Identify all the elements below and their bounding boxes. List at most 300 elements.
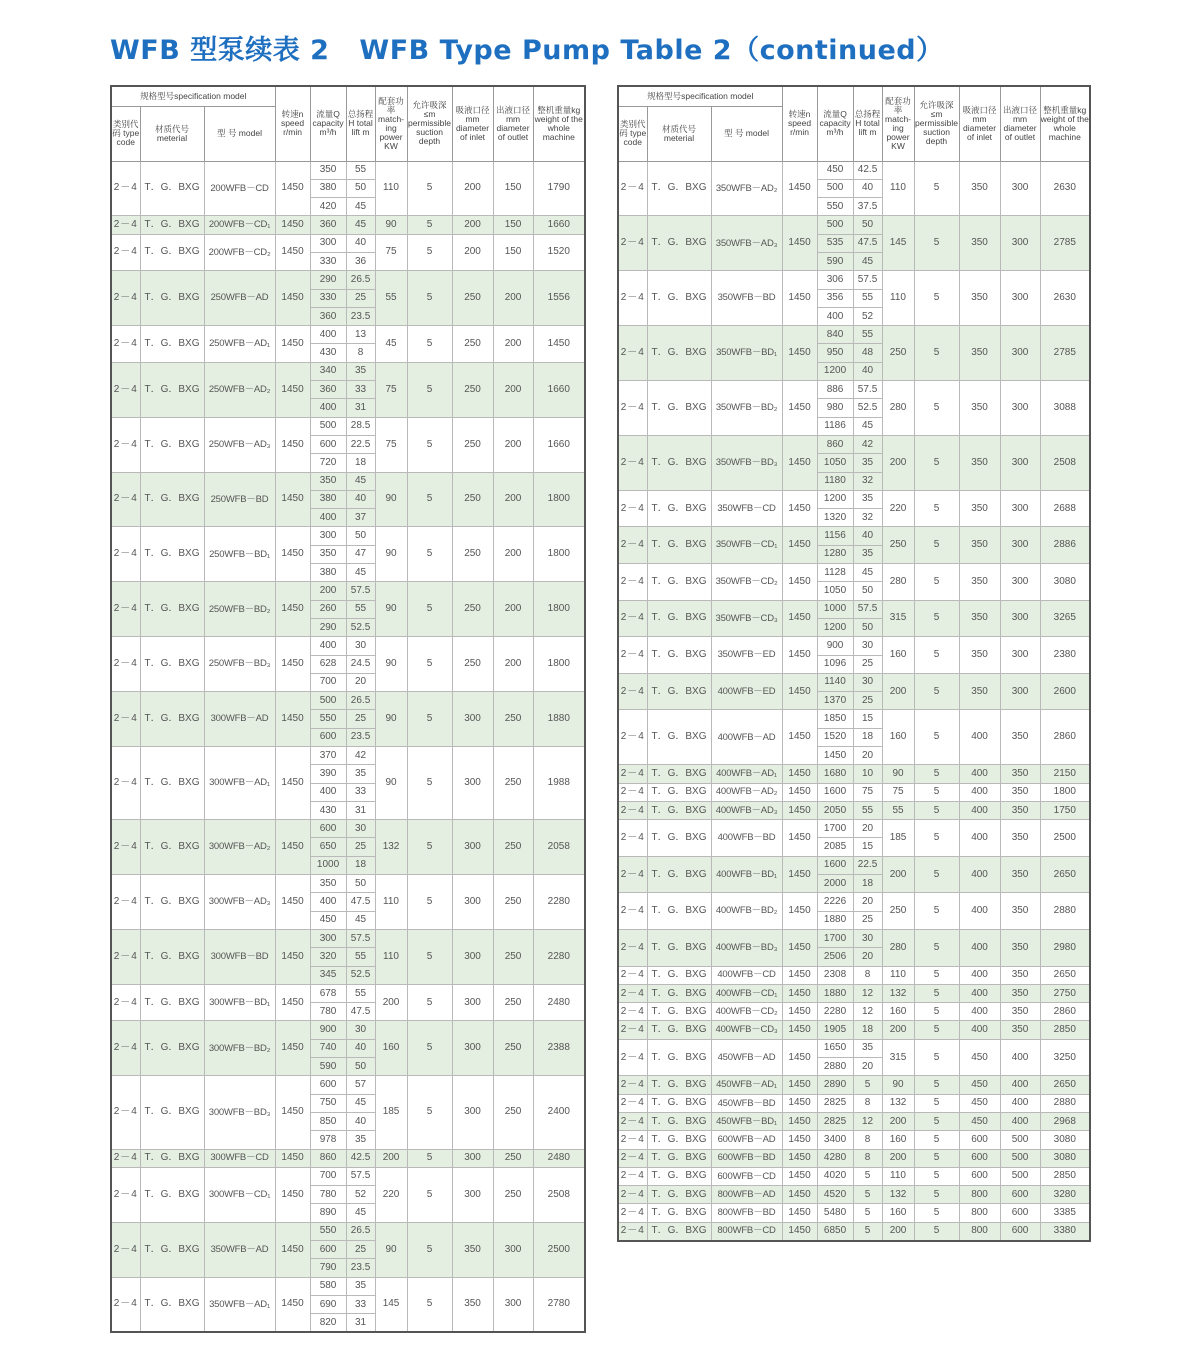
model-cell: 400WFB－AD₃ bbox=[711, 801, 782, 819]
head-cell: 36 bbox=[346, 252, 375, 270]
capacity-cell: 1600 bbox=[817, 856, 853, 874]
inlet-cell: 400 bbox=[959, 1003, 1000, 1021]
speed-cell: 1450 bbox=[275, 161, 310, 216]
outlet-cell: 300 bbox=[1000, 381, 1040, 436]
table-row bbox=[618, 216, 1090, 234]
head-cell: 26.5 bbox=[346, 271, 375, 289]
power-cell: 90 bbox=[375, 527, 407, 582]
capacity-cell: 340 bbox=[310, 362, 346, 380]
capacity-cell: 1180 bbox=[817, 472, 853, 490]
head-cell: 31 bbox=[346, 1314, 375, 1332]
speed-cell: 1450 bbox=[782, 856, 817, 893]
table-row bbox=[618, 1131, 1090, 1149]
code-cell: 2－4 bbox=[618, 637, 647, 674]
power-cell: 132 bbox=[375, 820, 407, 875]
inlet-cell: 600 bbox=[959, 1131, 1000, 1149]
weight-cell: 2600 bbox=[1040, 673, 1090, 710]
material-cell: T．G．BXG bbox=[647, 673, 711, 710]
power-cell: 90 bbox=[882, 765, 914, 783]
inlet-cell: 350 bbox=[959, 326, 1000, 381]
suction-cell: 5 bbox=[914, 984, 959, 1002]
head-cell: 15 bbox=[853, 838, 882, 856]
capacity-cell: 550 bbox=[817, 198, 853, 216]
weight-cell: 2380 bbox=[1040, 637, 1090, 674]
speed-cell: 1450 bbox=[782, 161, 817, 216]
capacity-cell: 1050 bbox=[817, 454, 853, 472]
model-cell: 300WFB－BD₂ bbox=[204, 1021, 275, 1076]
head-cell: 22.5 bbox=[346, 435, 375, 453]
material-cell: T．G．BXG bbox=[140, 1222, 204, 1277]
weight-cell: 1556 bbox=[533, 271, 585, 326]
material-cell: T．G．BXG bbox=[647, 820, 711, 857]
capacity-cell: 890 bbox=[310, 1204, 346, 1222]
capacity-cell: 900 bbox=[310, 1021, 346, 1039]
outlet-cell: 350 bbox=[1000, 765, 1040, 783]
header-weight: 整机重量kg weight of the whole machine bbox=[1040, 86, 1090, 161]
suction-cell: 5 bbox=[407, 271, 452, 326]
capacity-cell: 400 bbox=[310, 399, 346, 417]
page-title-en: WFB Type Pump Table 2（continued） bbox=[359, 35, 944, 66]
outlet-cell: 200 bbox=[493, 417, 533, 472]
speed-cell: 1450 bbox=[782, 1222, 817, 1240]
material-cell: T．G．BXG bbox=[647, 1021, 711, 1039]
speed-cell: 1450 bbox=[782, 435, 817, 490]
power-cell: 110 bbox=[882, 161, 914, 216]
table-row bbox=[618, 710, 1090, 728]
weight-cell: 1660 bbox=[533, 417, 585, 472]
code-cell: 2－4 bbox=[618, 893, 647, 930]
head-cell: 55 bbox=[346, 600, 375, 618]
outlet-cell: 300 bbox=[493, 1277, 533, 1332]
capacity-cell: 400 bbox=[817, 307, 853, 325]
suction-cell: 5 bbox=[914, 1204, 959, 1222]
weight-cell: 2980 bbox=[1040, 929, 1090, 966]
capacity-cell: 1186 bbox=[817, 417, 853, 435]
head-cell: 52 bbox=[346, 1186, 375, 1204]
weight-cell: 2650 bbox=[1040, 966, 1090, 984]
head-cell: 18 bbox=[853, 728, 882, 746]
outlet-cell: 500 bbox=[1000, 1131, 1040, 1149]
code-cell: 2－4 bbox=[111, 984, 140, 1021]
material-cell: T．G．BXG bbox=[647, 637, 711, 674]
suction-cell: 5 bbox=[914, 1131, 959, 1149]
table-row bbox=[618, 326, 1090, 344]
head-cell: 55 bbox=[346, 161, 375, 179]
head-cell: 55 bbox=[853, 326, 882, 344]
suction-cell: 5 bbox=[407, 161, 452, 216]
inlet-cell: 400 bbox=[959, 820, 1000, 857]
code-cell: 2－4 bbox=[618, 929, 647, 966]
inlet-cell: 200 bbox=[452, 216, 493, 234]
power-cell: 315 bbox=[882, 600, 914, 637]
code-cell: 2－4 bbox=[618, 1076, 647, 1094]
outlet-cell: 350 bbox=[1000, 1003, 1040, 1021]
material-cell: T．G．BXG bbox=[647, 1149, 711, 1167]
head-cell: 55 bbox=[853, 289, 882, 307]
suction-cell: 5 bbox=[407, 875, 452, 930]
table-row bbox=[618, 1167, 1090, 1185]
weight-cell: 2630 bbox=[1040, 271, 1090, 326]
speed-cell: 1450 bbox=[275, 1167, 310, 1222]
power-cell: 110 bbox=[882, 1167, 914, 1185]
pump-table-left bbox=[110, 85, 586, 1333]
model-cell: 300WFB－BD₃ bbox=[204, 1076, 275, 1149]
weight-cell: 1660 bbox=[533, 362, 585, 417]
power-cell: 200 bbox=[882, 1021, 914, 1039]
power-cell: 90 bbox=[375, 692, 407, 747]
inlet-cell: 400 bbox=[959, 710, 1000, 765]
capacity-cell: 1880 bbox=[817, 911, 853, 929]
table-row bbox=[618, 966, 1090, 984]
head-cell: 50 bbox=[853, 216, 882, 234]
speed-cell: 1450 bbox=[782, 527, 817, 564]
table-row bbox=[618, 564, 1090, 582]
material-cell: T．G．BXG bbox=[647, 783, 711, 801]
weight-cell: 2688 bbox=[1040, 490, 1090, 527]
weight-cell: 2150 bbox=[1040, 765, 1090, 783]
code-cell: 2－4 bbox=[618, 527, 647, 564]
head-cell: 40 bbox=[346, 234, 375, 252]
code-cell: 2－4 bbox=[618, 673, 647, 710]
code-cell: 2－4 bbox=[618, 271, 647, 326]
model-cell: 400WFB－CD₂ bbox=[711, 1003, 782, 1021]
material-cell: T．G．BXG bbox=[140, 984, 204, 1021]
power-cell: 110 bbox=[375, 875, 407, 930]
weight-cell: 2388 bbox=[533, 1021, 585, 1076]
power-cell: 90 bbox=[882, 1076, 914, 1094]
header-weight: 整机重量kg weight of the whole machine bbox=[533, 86, 585, 161]
capacity-cell: 550 bbox=[310, 710, 346, 728]
outlet-cell: 300 bbox=[1000, 673, 1040, 710]
power-cell: 110 bbox=[375, 161, 407, 216]
head-cell: 10 bbox=[853, 765, 882, 783]
speed-cell: 1450 bbox=[275, 271, 310, 326]
model-cell: 400WFB－BD₁ bbox=[711, 856, 782, 893]
model-cell: 200WFB－CD₁ bbox=[204, 216, 275, 234]
table-row bbox=[618, 1186, 1090, 1204]
suction-cell: 5 bbox=[914, 564, 959, 601]
capacity-cell: 2825 bbox=[817, 1112, 853, 1130]
speed-cell: 1450 bbox=[782, 929, 817, 966]
code-cell: 2－4 bbox=[111, 271, 140, 326]
suction-cell: 5 bbox=[914, 929, 959, 966]
head-cell: 5 bbox=[853, 1076, 882, 1094]
power-cell: 75 bbox=[882, 783, 914, 801]
capacity-cell: 400 bbox=[310, 783, 346, 801]
head-cell: 45 bbox=[853, 252, 882, 270]
outlet-cell: 300 bbox=[1000, 637, 1040, 674]
head-cell: 35 bbox=[346, 1131, 375, 1149]
head-cell: 40 bbox=[346, 1039, 375, 1057]
suction-cell: 5 bbox=[914, 673, 959, 710]
table-row bbox=[618, 673, 1090, 691]
suction-cell: 5 bbox=[914, 893, 959, 930]
model-cell: 250WFB－BD₁ bbox=[204, 527, 275, 582]
weight-cell: 1880 bbox=[533, 692, 585, 747]
code-cell: 2－4 bbox=[618, 435, 647, 490]
suction-cell: 5 bbox=[914, 1076, 959, 1094]
table-row bbox=[111, 1021, 585, 1039]
outlet-cell: 350 bbox=[1000, 984, 1040, 1002]
head-cell: 55 bbox=[346, 948, 375, 966]
capacity-cell: 260 bbox=[310, 600, 346, 618]
table-row bbox=[618, 1094, 1090, 1112]
model-cell: 600WFB－CD bbox=[711, 1167, 782, 1185]
weight-cell: 1450 bbox=[533, 326, 585, 363]
head-cell: 20 bbox=[853, 747, 882, 765]
speed-cell: 1450 bbox=[782, 1204, 817, 1222]
material-cell: T．G．BXG bbox=[647, 893, 711, 930]
capacity-cell: 380 bbox=[310, 179, 346, 197]
table-row bbox=[618, 490, 1090, 508]
suction-cell: 5 bbox=[407, 984, 452, 1021]
capacity-cell: 1650 bbox=[817, 1039, 853, 1057]
weight-cell: 1520 bbox=[533, 234, 585, 271]
inlet-cell: 450 bbox=[959, 1094, 1000, 1112]
model-cell: 300WFB－CD bbox=[204, 1149, 275, 1167]
outlet-cell: 250 bbox=[493, 692, 533, 747]
code-cell: 2－4 bbox=[111, 1149, 140, 1167]
material-cell: T．G．BXG bbox=[140, 875, 204, 930]
capacity-cell: 1280 bbox=[817, 545, 853, 563]
weight-cell: 3380 bbox=[1040, 1222, 1090, 1240]
power-cell: 55 bbox=[882, 801, 914, 819]
suction-cell: 5 bbox=[407, 234, 452, 271]
head-cell: 55 bbox=[346, 984, 375, 1002]
head-cell: 75 bbox=[853, 783, 882, 801]
speed-cell: 1450 bbox=[275, 216, 310, 234]
head-cell: 28.5 bbox=[346, 417, 375, 435]
capacity-cell: 370 bbox=[310, 747, 346, 765]
capacity-cell: 500 bbox=[817, 216, 853, 234]
inlet-cell: 250 bbox=[452, 362, 493, 417]
header-capacity: 流量Q capacity m³/h bbox=[310, 86, 346, 161]
outlet-cell: 300 bbox=[1000, 271, 1040, 326]
code-cell: 2－4 bbox=[618, 1186, 647, 1204]
table-row bbox=[618, 984, 1090, 1002]
head-cell: 26.5 bbox=[346, 692, 375, 710]
inlet-cell: 400 bbox=[959, 929, 1000, 966]
outlet-cell: 200 bbox=[493, 582, 533, 637]
power-cell: 160 bbox=[882, 1003, 914, 1021]
head-cell: 47.5 bbox=[346, 1003, 375, 1021]
capacity-cell: 330 bbox=[310, 289, 346, 307]
code-cell: 2－4 bbox=[618, 1167, 647, 1185]
table-row bbox=[111, 929, 585, 947]
capacity-cell: 360 bbox=[310, 381, 346, 399]
model-cell: 250WFB－AD₁ bbox=[204, 326, 275, 363]
power-cell: 110 bbox=[882, 966, 914, 984]
model-cell: 350WFB－AD₂ bbox=[711, 161, 782, 216]
suction-cell: 5 bbox=[914, 1021, 959, 1039]
capacity-cell: 740 bbox=[310, 1039, 346, 1057]
table-row bbox=[111, 1167, 585, 1185]
power-cell: 145 bbox=[375, 1277, 407, 1332]
capacity-cell: 1700 bbox=[817, 929, 853, 947]
inlet-cell: 300 bbox=[452, 1149, 493, 1167]
capacity-cell: 1000 bbox=[817, 600, 853, 618]
head-cell: 23.5 bbox=[346, 728, 375, 746]
capacity-cell: 600 bbox=[310, 435, 346, 453]
weight-cell: 1800 bbox=[533, 582, 585, 637]
inlet-cell: 250 bbox=[452, 637, 493, 692]
header-inlet: 吸液口径 mm diameter of inlet bbox=[452, 86, 493, 161]
weight-cell: 2785 bbox=[1040, 326, 1090, 381]
head-cell: 20 bbox=[853, 1058, 882, 1076]
material-cell: T．G．BXG bbox=[647, 271, 711, 326]
outlet-cell: 350 bbox=[1000, 710, 1040, 765]
speed-cell: 1450 bbox=[275, 637, 310, 692]
head-cell: 42 bbox=[853, 435, 882, 453]
weight-cell: 3080 bbox=[1040, 564, 1090, 601]
speed-cell: 1450 bbox=[782, 637, 817, 674]
head-cell: 8 bbox=[853, 1149, 882, 1167]
material-cell: T．G．BXG bbox=[140, 362, 204, 417]
outlet-cell: 200 bbox=[493, 637, 533, 692]
capacity-cell: 1050 bbox=[817, 582, 853, 600]
table-row bbox=[618, 801, 1090, 819]
suction-cell: 5 bbox=[407, 929, 452, 984]
capacity-cell: 650 bbox=[310, 838, 346, 856]
capacity-cell: 2880 bbox=[817, 1058, 853, 1076]
inlet-cell: 250 bbox=[452, 527, 493, 582]
suction-cell: 5 bbox=[914, 801, 959, 819]
head-cell: 45 bbox=[853, 417, 882, 435]
capacity-cell: 350 bbox=[310, 875, 346, 893]
power-cell: 185 bbox=[375, 1076, 407, 1149]
capacity-cell: 380 bbox=[310, 564, 346, 582]
speed-cell: 1450 bbox=[275, 234, 310, 271]
model-cell: 800WFB－CD bbox=[711, 1222, 782, 1240]
model-cell: 450WFB－BD₁ bbox=[711, 1112, 782, 1130]
pump-table-right-body bbox=[618, 161, 1090, 1241]
capacity-cell: 450 bbox=[310, 911, 346, 929]
model-cell: 350WFB－AD₁ bbox=[204, 1277, 275, 1332]
capacity-cell: 1128 bbox=[817, 564, 853, 582]
code-cell: 2－4 bbox=[111, 1222, 140, 1277]
model-cell: 350WFB－AD bbox=[204, 1222, 275, 1277]
material-cell: T．G．BXG bbox=[647, 856, 711, 893]
model-cell: 350WFB－CD₁ bbox=[711, 527, 782, 564]
head-cell: 57.5 bbox=[853, 381, 882, 399]
suction-cell: 5 bbox=[914, 435, 959, 490]
outlet-cell: 200 bbox=[493, 472, 533, 527]
inlet-cell: 350 bbox=[959, 637, 1000, 674]
head-cell: 8 bbox=[853, 966, 882, 984]
weight-cell: 2480 bbox=[533, 984, 585, 1021]
table-row bbox=[618, 1204, 1090, 1222]
head-cell: 25 bbox=[853, 692, 882, 710]
table-row bbox=[111, 984, 585, 1002]
capacity-cell: 400 bbox=[310, 893, 346, 911]
head-cell: 5 bbox=[853, 1186, 882, 1204]
outlet-cell: 350 bbox=[1000, 1021, 1040, 1039]
capacity-cell: 535 bbox=[817, 234, 853, 252]
inlet-cell: 400 bbox=[959, 783, 1000, 801]
head-cell: 52.5 bbox=[853, 399, 882, 417]
material-cell: T．G．BXG bbox=[140, 1167, 204, 1222]
head-cell: 57 bbox=[346, 1076, 375, 1094]
speed-cell: 1450 bbox=[782, 1039, 817, 1076]
power-cell: 55 bbox=[375, 271, 407, 326]
capacity-cell: 1000 bbox=[310, 856, 346, 874]
head-cell: 30 bbox=[853, 929, 882, 947]
header-material: 材质代号 meterial bbox=[140, 106, 204, 161]
head-cell: 5 bbox=[853, 1167, 882, 1185]
power-cell: 160 bbox=[375, 1021, 407, 1076]
material-cell: T．G．BXG bbox=[140, 582, 204, 637]
speed-cell: 1450 bbox=[782, 783, 817, 801]
outlet-cell: 300 bbox=[493, 1222, 533, 1277]
head-cell: 55 bbox=[853, 801, 882, 819]
head-cell: 45 bbox=[346, 911, 375, 929]
capacity-cell: 1200 bbox=[817, 618, 853, 636]
inlet-cell: 350 bbox=[452, 1277, 493, 1332]
speed-cell: 1450 bbox=[782, 710, 817, 765]
material-cell: T．G．BXG bbox=[140, 527, 204, 582]
table-row bbox=[111, 637, 585, 655]
suction-cell: 5 bbox=[914, 966, 959, 984]
suction-cell: 5 bbox=[407, 417, 452, 472]
head-cell: 42.5 bbox=[853, 161, 882, 179]
code-cell: 2－4 bbox=[111, 1076, 140, 1149]
header-suction: 允许吸深 ≤m permissible suction depth bbox=[407, 86, 452, 161]
code-cell: 2－4 bbox=[111, 417, 140, 472]
material-cell: T．G．BXG bbox=[647, 381, 711, 436]
table-row bbox=[618, 1021, 1090, 1039]
inlet-cell: 250 bbox=[452, 417, 493, 472]
table-row bbox=[618, 1039, 1090, 1057]
suction-cell: 5 bbox=[914, 271, 959, 326]
outlet-cell: 400 bbox=[1000, 1039, 1040, 1076]
table-row bbox=[618, 1112, 1090, 1130]
power-cell: 90 bbox=[375, 472, 407, 527]
outlet-cell: 250 bbox=[493, 820, 533, 875]
head-cell: 32 bbox=[853, 472, 882, 490]
capacity-cell: 860 bbox=[310, 1149, 346, 1167]
weight-cell: 1800 bbox=[533, 637, 585, 692]
capacity-cell: 700 bbox=[310, 673, 346, 691]
pump-table-left-body bbox=[111, 161, 585, 1332]
capacity-cell: 678 bbox=[310, 984, 346, 1002]
speed-cell: 1450 bbox=[275, 692, 310, 747]
capacity-cell: 1905 bbox=[817, 1021, 853, 1039]
head-cell: 50 bbox=[346, 527, 375, 545]
table-row bbox=[618, 856, 1090, 874]
head-cell: 5 bbox=[853, 1222, 882, 1240]
inlet-cell: 250 bbox=[452, 326, 493, 363]
table-row bbox=[111, 1076, 585, 1094]
outlet-cell: 350 bbox=[1000, 820, 1040, 857]
capacity-cell: 840 bbox=[817, 326, 853, 344]
suction-cell: 5 bbox=[407, 362, 452, 417]
material-cell: T．G．BXG bbox=[647, 161, 711, 216]
outlet-cell: 300 bbox=[1000, 490, 1040, 527]
suction-cell: 5 bbox=[407, 1167, 452, 1222]
head-cell: 50 bbox=[853, 582, 882, 600]
head-cell: 50 bbox=[346, 875, 375, 893]
head-cell: 23.5 bbox=[346, 1259, 375, 1277]
weight-cell: 1790 bbox=[533, 161, 585, 216]
table-row bbox=[618, 1149, 1090, 1167]
inlet-cell: 350 bbox=[959, 381, 1000, 436]
code-cell: 2－4 bbox=[111, 472, 140, 527]
inlet-cell: 300 bbox=[452, 929, 493, 984]
table-row bbox=[111, 161, 585, 179]
code-cell: 2－4 bbox=[618, 710, 647, 765]
head-cell: 25 bbox=[346, 838, 375, 856]
head-cell: 13 bbox=[346, 326, 375, 344]
